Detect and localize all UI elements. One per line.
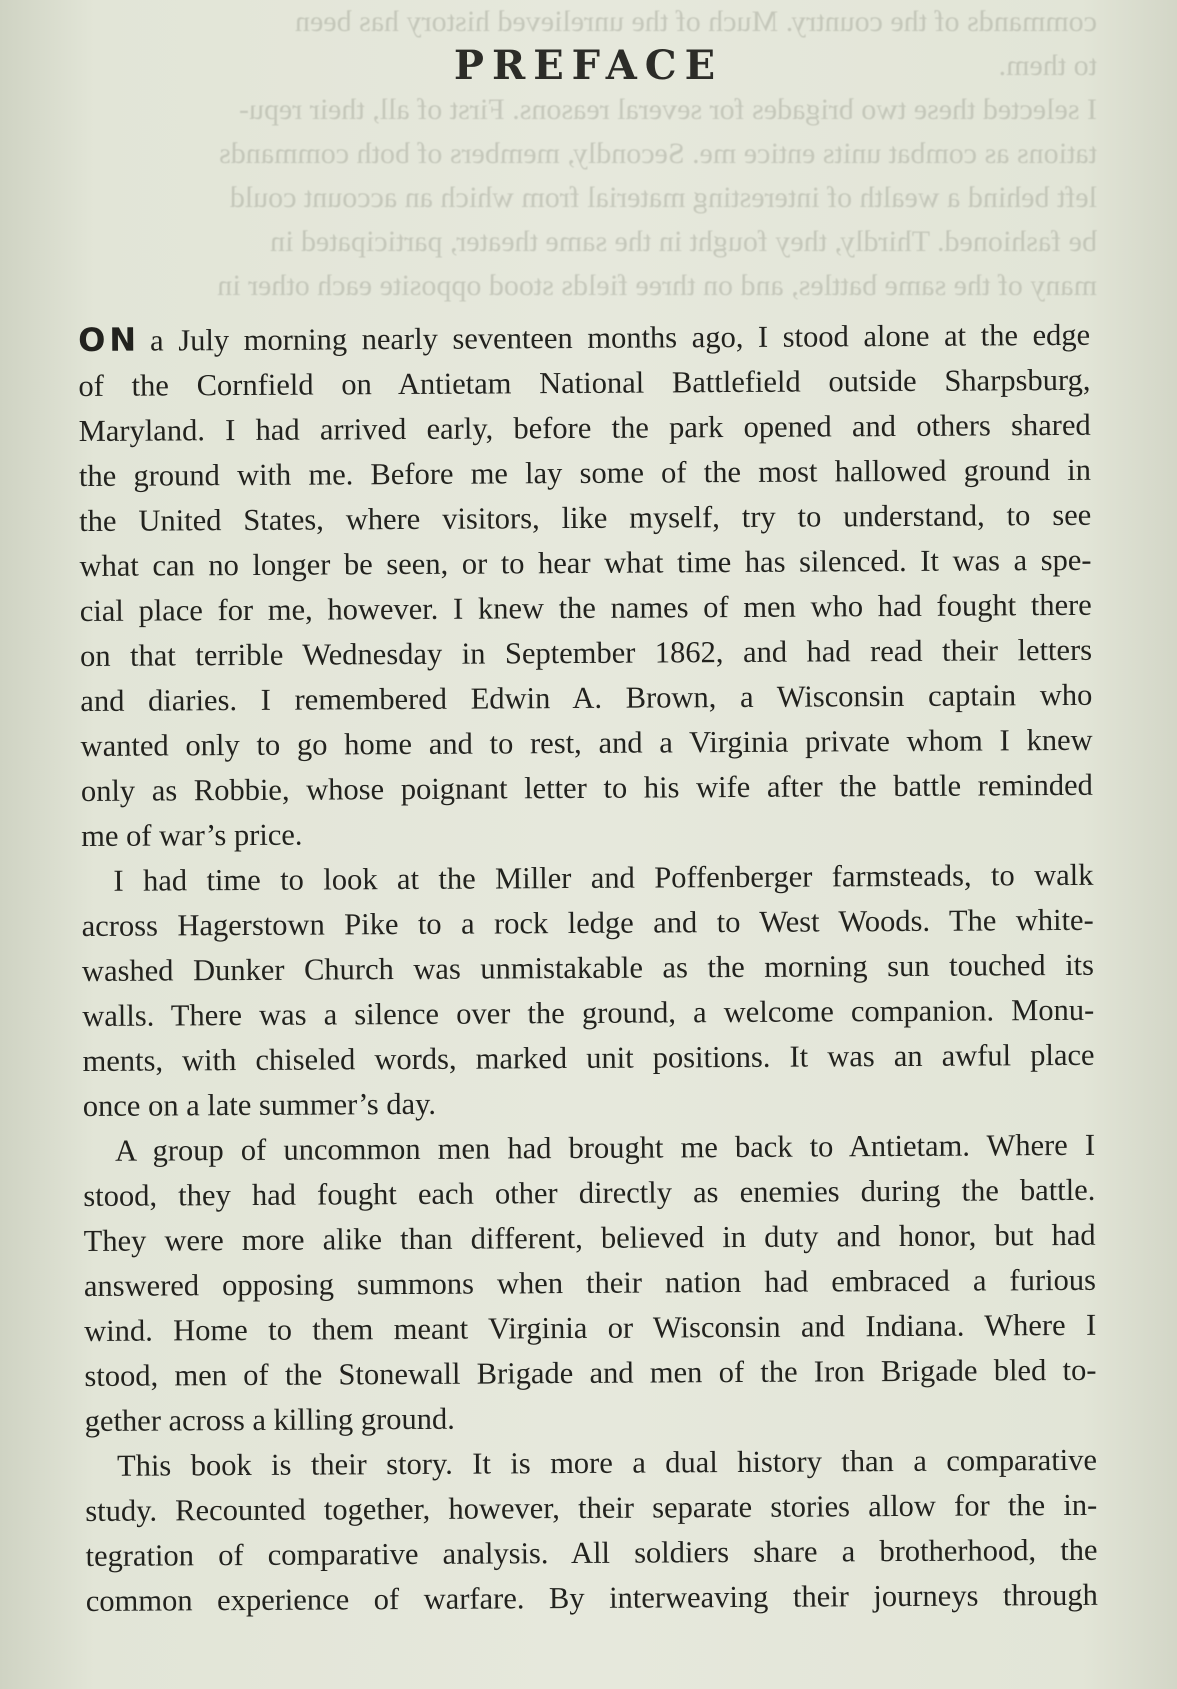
text-line: me of war’s price. <box>81 817 303 853</box>
text-line: gether across a killing ground. <box>84 1401 455 1438</box>
text-line: on that terrible Wednesday in September 1862, and had read their letters <box>79 632 1093 673</box>
bleed-line: I selected these two brigades for several reasons. First of all, their repu- <box>238 93 1097 126</box>
text-line: A group of uncommon men had brought me back to Antietam. Where I <box>114 1127 1096 1168</box>
text-line: walls. There was a silence over the ground, a welcome companion. Monu- <box>82 992 1095 1033</box>
text-line: wanted only to go home and to rest, and a Virginia private whom I knew <box>80 722 1093 763</box>
text-line: cial place for me, however. I knew the names of men who had fought there <box>79 587 1092 628</box>
text-line: I had time to look at the Miller and Poffenberger farmsteads, to walk <box>113 857 1094 898</box>
text-line: tegration of comparative analysis. All soldiers share a brotherhood, the <box>85 1532 1098 1573</box>
paragraph-4 <box>85 1438 1098 1624</box>
text-line: only as Robbie, whose poignant letter to his wife after the battle reminded <box>80 767 1093 808</box>
text-line: study. Recounted together, however, their separate stories allow for the in- <box>85 1487 1098 1528</box>
text-line: answered opposing summons when their nation had embraced a furious <box>83 1262 1096 1303</box>
text-line: Maryland. I had arrived early, before the park opened and others shared <box>78 407 1091 448</box>
paragraph-2 <box>81 853 1095 1129</box>
text-line: the ground with me. Before me lay some of the most hallowed ground in <box>78 452 1092 493</box>
text-line: of the Cornfield on Antietam National Battlefield outside Sharpsburg, <box>78 362 1091 403</box>
text-line: wind. Home to them meant Virginia or Wisconsin and Indiana. Where I <box>84 1307 1097 1348</box>
text-line: stood, men of the Stonewall Brigade and men of the Iron Brigade bled to- <box>84 1352 1097 1393</box>
drop-cap: ON <box>78 320 141 359</box>
text-line: This book is their story. It is more a dual history than a comparative <box>116 1442 1098 1483</box>
text-line: They were more alike than different, believed in duty and honor, but had <box>83 1217 1096 1258</box>
paragraph-3 <box>83 1123 1097 1444</box>
text-line: common experience of warfare. By interweaving their journeys through <box>85 1577 1098 1618</box>
text-line: stood, they had fought each other directly as enemies during the battle. <box>83 1172 1096 1213</box>
bleed-line: left behind a wealth of interesting material from which an account could <box>229 181 1097 214</box>
text-line: and diaries. I remembered Edwin A. Brown, a Wisconsin captain who <box>80 677 1093 718</box>
bleed-line: tations as combat units entice me. Secondly, members of both commands <box>219 137 1097 170</box>
text-line <box>78 312 1090 364</box>
bleed-line: be fashioned. Thirdly, they fought in the same theater, participated in <box>270 225 1097 258</box>
page-title: PREFACE <box>453 42 724 89</box>
paragraph-1 <box>78 312 1093 859</box>
bleed-line: to them. <box>998 49 1097 82</box>
text-line: the United States, where visitors, like myself, try to understand, to see <box>79 497 1092 538</box>
bleed-line: commands of the country. Much of the unrelieved history has been <box>294 5 1097 38</box>
preface-body <box>78 312 1098 1624</box>
text-line: across Hagerstown Pike to a rock ledge and to West Woods. The white- <box>81 902 1094 943</box>
text-line: ments, with chiseled words, marked unit positions. It was an awful place <box>82 1037 1095 1078</box>
text-line: washed Dunker Church was unmistakable as the morning sun touched its <box>81 947 1095 988</box>
text-line-content: a July morning nearly seventeen months ago, I stood alone at the edge <box>150 317 1091 358</box>
text-line: once on a late summer’s day. <box>82 1086 437 1123</box>
text-line: what can no longer be seen, or to hear what time has silenced. It was a spe- <box>79 542 1092 583</box>
bleed-line: many of the same battles, and on three fields stood opposite each other in <box>217 269 1097 302</box>
